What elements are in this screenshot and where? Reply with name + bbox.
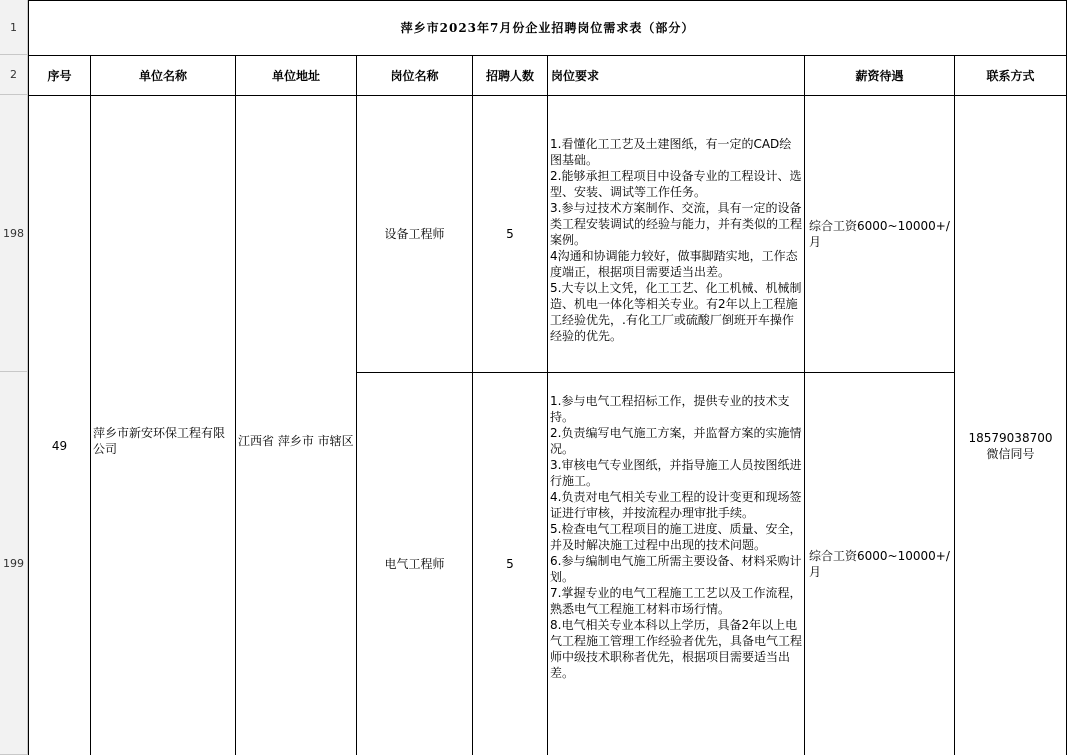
page-title[interactable]: 萍乡市2023年7月份企业招聘岗位需求表（部分） bbox=[29, 1, 1067, 56]
requirement-line: 7.掌握专业的电气工程施工工艺以及工作流程，熟悉电气工程施工材料市场行情。 bbox=[550, 586, 802, 616]
header-unit-name[interactable]: 单位名称 bbox=[91, 56, 236, 96]
header-requirements[interactable]: 岗位要求 bbox=[548, 56, 805, 96]
recruitment-table bbox=[28, 0, 1067, 755]
header-salary[interactable]: 薪资待遇 bbox=[805, 56, 955, 96]
row-header-1[interactable]: 1 bbox=[0, 0, 28, 55]
contact-cell[interactable] bbox=[955, 96, 1067, 755]
requirements-cell[interactable] bbox=[548, 96, 805, 373]
requirement-line: 4.负责对电气相关专业工程的设计变更和现场签证进行审核，并按流程办理审批手续。 bbox=[550, 490, 802, 520]
requirement-line: 2.能够承担工程项目中设备专业的工程设计、选型、安装、调试等工作任务。 bbox=[550, 169, 802, 199]
requirement-line: 3.审核电气专业图纸，并指导施工人员按图纸进行施工。 bbox=[550, 458, 802, 488]
requirements-cell[interactable] bbox=[548, 373, 805, 755]
row-header-198[interactable]: 198 bbox=[0, 95, 28, 372]
unit-address-cell[interactable]: 江西省 萍乡市 市辖区 bbox=[236, 96, 357, 755]
count-cell[interactable]: 5 bbox=[473, 96, 548, 373]
header-count[interactable]: 招聘人数 bbox=[473, 56, 548, 96]
position-cell[interactable]: 电气工程师 bbox=[357, 373, 473, 755]
header-contact[interactable]: 联系方式 bbox=[955, 56, 1067, 96]
header-row bbox=[29, 56, 1067, 96]
unit-name-cell[interactable]: 萍乡市新安环保工程有限公司 bbox=[91, 96, 236, 755]
seq-cell[interactable]: 49 bbox=[29, 96, 91, 755]
salary-cell[interactable]: 综合工资6000~10000+/月 bbox=[805, 96, 955, 373]
requirement-line: 1.参与电气工程招标工作，提供专业的技术支持。 bbox=[550, 394, 790, 424]
count-cell[interactable]: 5 bbox=[473, 373, 548, 755]
salary-cell[interactable]: 综合工资6000~10000+/月 bbox=[805, 373, 955, 755]
table-row bbox=[29, 96, 1067, 373]
position-cell[interactable]: 设备工程师 bbox=[357, 96, 473, 373]
requirement-line: 5.检查电气工程项目的施工进度、质量、安全，并及时解决施工过程中出现的技术问题。 bbox=[550, 522, 802, 552]
requirement-line: 8.电气相关专业本科以上学历，具备2年以上电气工程施工管理工作经验者优先，具备电气工程师中级技术职称者优先，根据项目需要适当出差。 bbox=[550, 618, 803, 680]
contact-note: 微信同号 bbox=[986, 446, 1035, 461]
header-position[interactable]: 岗位名称 bbox=[357, 56, 473, 96]
header-seq[interactable]: 序号 bbox=[29, 56, 91, 96]
requirement-line: 6.参与编制电气施工所需主要设备、材料采购计划。 bbox=[550, 554, 802, 584]
row-header-2[interactable]: 2 bbox=[0, 55, 28, 95]
requirement-line: 4沟通和协调能力较好，做事脚踏实地，工作态度端正，根据项目需要适当出差。 bbox=[550, 249, 798, 279]
requirement-line: 3.参与过技术方案制作、交流，具有一定的设备类工程安装调试的经验与能力，并有类似的工程案例。 bbox=[550, 201, 803, 247]
header-unit-address[interactable]: 单位地址 bbox=[236, 56, 357, 96]
requirement-line: 5.大专以上文凭，化工工艺、化工机械、机械制造、机电一体化等相关专业。有2年以上工程施工经验优先，.有化工厂或硫酸厂倒班开车操作经验的优先。 bbox=[550, 281, 802, 343]
row-header-199[interactable]: 199 bbox=[0, 372, 28, 755]
contact-phone: 18579038700 bbox=[968, 430, 1053, 445]
requirement-line: 2.负责编写电气施工方案，并监督方案的实施情况。 bbox=[550, 426, 802, 456]
requirement-line: 1.看懂化工工艺及土建图纸，有一定的CAD绘图基础。 bbox=[550, 137, 792, 167]
